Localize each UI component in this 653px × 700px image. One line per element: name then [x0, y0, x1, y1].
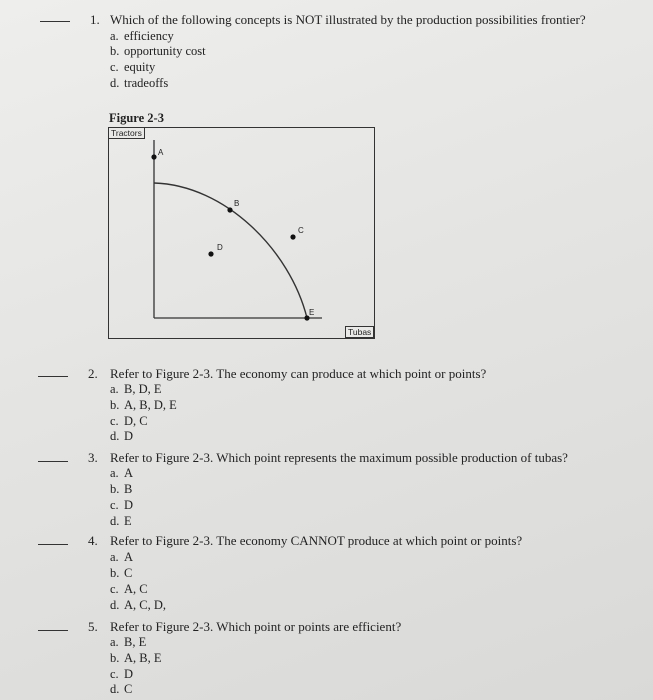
question-text: Refer to Figure 2-3. Which point represents the maximum possible production of tubas?	[110, 450, 568, 465]
option-letter: c.	[110, 60, 119, 74]
question-number: 4.	[88, 533, 98, 548]
option-letter: d.	[110, 429, 120, 443]
option-letter: a.	[110, 635, 119, 649]
ppf-curve	[154, 183, 307, 318]
option-letter: a.	[110, 466, 119, 480]
option	[110, 482, 132, 497]
option-letter: d.	[110, 514, 120, 528]
question-number: 3.	[88, 450, 98, 465]
option-letter: a.	[110, 382, 119, 396]
option	[110, 498, 133, 513]
point-c	[290, 234, 295, 239]
option-letter: c.	[110, 498, 119, 512]
option	[110, 667, 133, 682]
option-letter: b.	[110, 482, 120, 496]
answer-blank-5[interactable]	[38, 630, 68, 631]
option-text: equity	[124, 60, 156, 74]
y-axis-label: Tractors	[108, 127, 145, 139]
option-letter: b.	[110, 566, 120, 580]
option-text: A, C, D,	[124, 598, 167, 612]
option-letter: c.	[110, 414, 119, 428]
option-letter: a.	[110, 550, 119, 564]
option-letter: b.	[110, 44, 120, 58]
option-letter: b.	[110, 398, 120, 412]
option	[110, 550, 133, 565]
x-axis-label: Tubas	[345, 326, 374, 338]
option	[110, 598, 166, 613]
question-number: 2.	[88, 366, 98, 381]
option-text: C	[124, 682, 133, 696]
option-text: tradeoffs	[124, 76, 169, 90]
question-text: Refer to Figure 2-3. Which point or points are efficient?	[110, 619, 402, 634]
option	[110, 651, 162, 666]
point-label-d: D	[217, 243, 223, 252]
point-label-c: C	[298, 226, 304, 235]
option-text: B, E	[124, 635, 147, 649]
option-text: A	[124, 466, 134, 480]
option	[110, 682, 132, 697]
question-number: 1.	[90, 12, 100, 27]
point-a	[151, 154, 156, 159]
option-text: B, D, E	[124, 382, 162, 396]
option-text: D	[124, 429, 134, 443]
option-text: A	[124, 550, 134, 564]
option-letter: c.	[110, 667, 119, 681]
option-letter: d.	[110, 598, 120, 612]
question-text: Refer to Figure 2-3. The economy can produce at which point or points?	[110, 366, 487, 381]
option-letter: a.	[110, 29, 119, 43]
option-letter: b.	[110, 651, 120, 665]
question-text: Refer to Figure 2-3. The economy CANNOT produce at which point or points?	[110, 533, 523, 548]
option	[110, 429, 133, 444]
option	[110, 382, 162, 397]
option-text: C	[124, 566, 133, 580]
option	[110, 582, 148, 597]
option-text: D, C	[124, 414, 148, 428]
answer-blank-3[interactable]	[38, 461, 68, 462]
option-letter: d.	[110, 682, 120, 696]
option-text: B	[124, 482, 133, 496]
point-d	[208, 251, 213, 256]
option-text: A, B, E	[124, 651, 162, 665]
figure-title: Figure 2-3	[109, 111, 164, 125]
option-text: D	[124, 667, 134, 681]
option-letter: d.	[110, 76, 120, 90]
option-text: opportunity cost	[124, 44, 206, 58]
option-text: efficiency	[124, 29, 174, 43]
question-text: Which of the following concepts is NOT illustrated by the production possibilities frontier?	[110, 12, 586, 27]
option	[110, 398, 177, 413]
option-text: A, B, D, E	[124, 398, 177, 412]
option-text: D	[124, 498, 134, 512]
option	[110, 635, 146, 650]
option-letter: c.	[110, 582, 119, 596]
point-label-a: A	[158, 148, 164, 157]
question-number: 5.	[88, 619, 98, 634]
option	[110, 466, 133, 481]
option	[110, 566, 132, 581]
point-b	[227, 207, 232, 212]
point-label-b: B	[234, 199, 240, 208]
option-text: A, C	[124, 582, 148, 596]
option-text: E	[124, 514, 132, 528]
answer-blank-2[interactable]	[38, 376, 68, 377]
option	[110, 414, 148, 429]
point-label-e: E	[309, 308, 315, 317]
option	[110, 514, 132, 529]
answer-blank-4[interactable]	[38, 544, 68, 545]
